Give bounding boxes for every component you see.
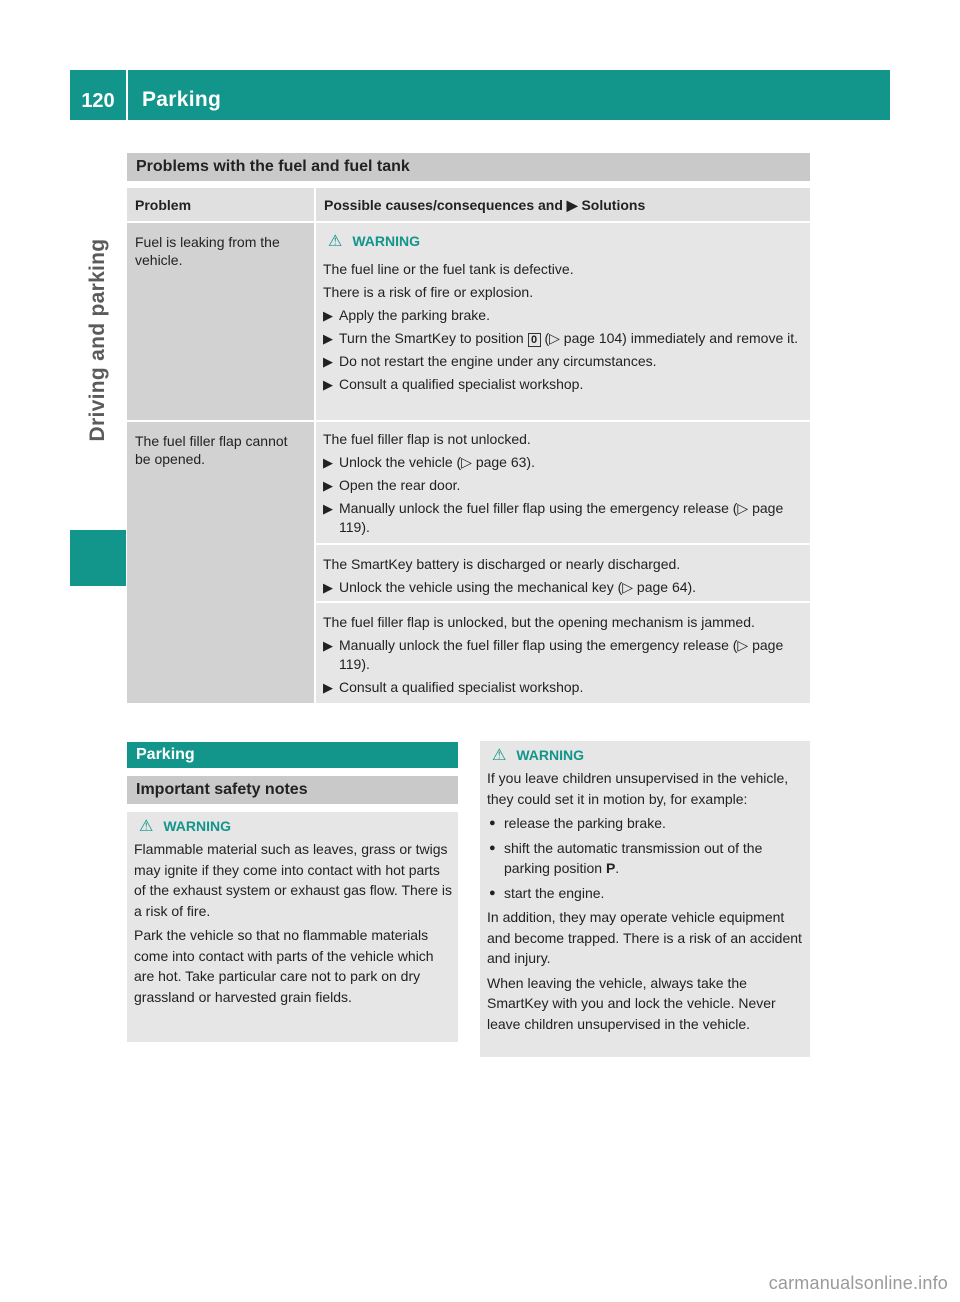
warning-paragraph: If you leave children unsupervised in the vehicle, they could set it in motion by, for example: [487, 770, 789, 807]
parking-section-title: Parking [127, 742, 458, 768]
warning-triangle-icon: ⚠ [492, 747, 507, 764]
solution-step [323, 453, 802, 472]
warning-triangle-icon: ⚠ [139, 818, 154, 835]
warning-paragraph: Flammable material such as leaves, grass or twigs may ignite if they come into contact with hot parts of the exhaust system or exhaust gas flow. There is a risk of fire. [134, 841, 453, 919]
solution-cell-flap-locked [316, 422, 810, 543]
watermark: carmanualsonline.info [768, 1273, 948, 1293]
step-text: Open the rear door. [339, 477, 461, 493]
bullet-item [487, 813, 804, 834]
bullet-icon: ● [489, 886, 496, 899]
page-number: 120 [81, 90, 115, 112]
side-chapter-label [70, 120, 126, 560]
bullet-icon: ● [489, 841, 496, 854]
solution-step [323, 678, 802, 697]
cause-text: The fuel line or the fuel tank is defective. [323, 261, 574, 277]
solution-step [323, 578, 802, 597]
step-arrow-icon: ▶ [323, 331, 333, 346]
problem-text: Fuel is leaking from the vehicle. [135, 234, 280, 268]
safety-notes-title: Important safety notes [127, 776, 458, 804]
solutions-header-tail: Solutions [581, 197, 646, 213]
bullet-text: start the engine. [504, 884, 605, 901]
step-arrow-icon: ▶ [323, 680, 333, 695]
warning-heading [134, 816, 452, 837]
chapter-marker [70, 530, 126, 586]
step-arrow-icon: ▶ [323, 377, 333, 392]
page-title: Parking [142, 88, 222, 111]
solution-cell-battery [316, 545, 810, 601]
warning-paragraph: When leaving the vehicle, always take the SmartKey with you and lock the vehicle. Never leave children unsupervised in the vehicle. [487, 974, 776, 1032]
solution-step [323, 375, 802, 394]
problem-cell-flap [127, 422, 314, 703]
solution-step [323, 499, 802, 537]
step-text: Apply the parking brake. [339, 307, 490, 323]
warning-paragraph: Park the vehicle so that no flammable materials come into contact with parts of the vehicle which are hot. Take particular care not to park on dry grassland or harvested grain fields. [134, 927, 434, 1005]
problem-cell-fuel-leak [127, 223, 314, 420]
bullet-item [487, 883, 804, 904]
gear-position-p: P [605, 860, 616, 876]
side-chapter-text: Driving and parking [86, 238, 109, 442]
problem-text: The fuel filler flap cannot be opened. [135, 433, 288, 467]
bullet-text: release the parking brake. [504, 815, 666, 831]
warning-paragraph: In addition, they may operate vehicle equipment and become trapped. There is a risk of an accident and injury. [487, 909, 802, 966]
solution-step [323, 636, 802, 674]
step-arrow-icon: ▶ [323, 478, 333, 493]
solutions-header-text: Possible causes/consequences and [324, 197, 563, 213]
step-text: Consult a qualified specialist workshop. [339, 679, 584, 695]
solution-step [323, 476, 802, 495]
warning-triangle-icon: ⚠ [328, 233, 343, 250]
warning-label: WARNING [516, 747, 585, 763]
step-text: Unlock the vehicle using the mechanical key (▷ page 64). [339, 579, 697, 595]
warning-box-flammable [127, 812, 458, 1042]
solution-cell-fuel-leak [316, 223, 810, 420]
warning-label: WARNING [163, 818, 232, 834]
bullet-item [487, 838, 804, 879]
solution-step [323, 329, 802, 348]
cause-text: The SmartKey battery is discharged or nearly discharged. [323, 556, 681, 572]
consequence-text: There is a risk of fire or explosion. [323, 284, 534, 300]
step-arrow-icon: ▶ [323, 580, 333, 595]
cause-text: The fuel filler flap is not unlocked. [323, 431, 531, 447]
step-arrow-icon: ▶ [323, 354, 333, 369]
warning-label: WARNING [352, 233, 421, 249]
header-divider [126, 70, 128, 120]
cause-text: The fuel filler flap is unlocked, but the opening mechanism is jammed. [323, 614, 755, 630]
step-text: Consult a qualified specialist workshop. [339, 376, 584, 392]
solution-cell-jammed [316, 603, 810, 703]
bullet-icon: ● [489, 817, 496, 829]
warning-heading [323, 231, 802, 252]
key-position-icon: 0 [528, 333, 541, 347]
step-arrow-icon: ▶ [323, 638, 333, 653]
step-arrow-icon: ▶ [323, 308, 333, 323]
step-arrow-icon: ▶ [323, 501, 333, 516]
step-text: (▷ page 104) immediately and remove it. [544, 330, 799, 346]
solution-step [323, 352, 802, 371]
table-header-problem: Problem [127, 188, 314, 221]
bullet-text: . [615, 860, 620, 876]
step-text: Manually unlock the fuel filler flap using the emergency release (▷ page 119). [339, 500, 784, 535]
warning-heading [487, 745, 804, 766]
step-text: Unlock the vehicle (▷ page 63). [339, 454, 535, 470]
arrow-icon: ▶ [566, 197, 578, 213]
step-text: Do not restart the engine under any circumstances. [339, 353, 657, 369]
step-text: Turn the SmartKey to position [339, 330, 524, 346]
table-header-solutions [316, 188, 810, 221]
solution-step [323, 306, 802, 325]
step-arrow-icon: ▶ [323, 455, 333, 470]
bullet-text: shift the automatic transmission out of the parking position [504, 839, 763, 876]
warning-box-children [480, 741, 810, 1057]
table-section-title: Problems with the fuel and fuel tank [127, 153, 810, 181]
step-text: Manually unlock the fuel filler flap using the emergency release (▷ page 119). [339, 637, 784, 672]
